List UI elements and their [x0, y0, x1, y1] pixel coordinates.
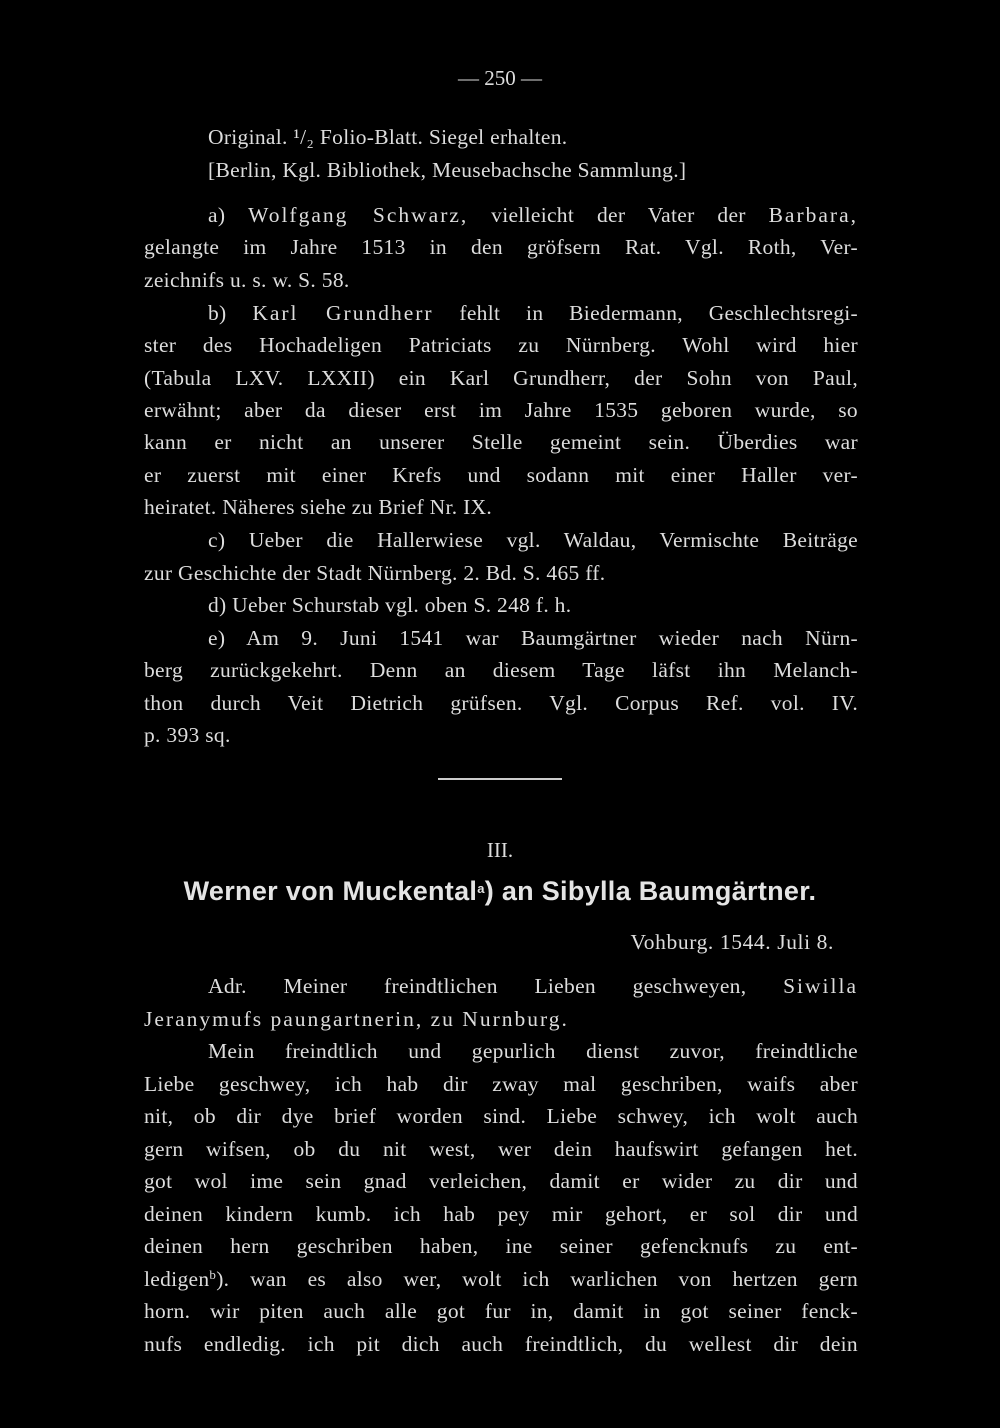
note-e-line: thon durch Veit Dietrich grüfsen. Vgl. Corpus Ref. vol. IV. — [144, 691, 858, 715]
note-b-name: Karl Grundherr — [252, 301, 434, 325]
note-b-text: fehlt in Biedermann, Geschlechtsregi- — [459, 301, 858, 325]
note-b-line: (Tabula LXV. LXXII) ein Karl Grundherr, der Sohn von Paul, — [144, 366, 858, 390]
letter-title-recipient: ) an Sibylla Baumgärtner. — [484, 876, 817, 906]
note-a-line: gelangte im Jahre 1513 in den gröfsern Rat. Vgl. Roth, Ver- — [144, 235, 858, 259]
note-a-line — [208, 202, 858, 228]
letter-title — [0, 876, 1000, 907]
page-number: — 250 — — [458, 66, 542, 90]
address-line — [208, 973, 858, 999]
letter-dateline: Vohburg. 1544. Juli 8. — [630, 930, 834, 954]
note-line: Original. ¹/₂ Folio-Blatt. Siegel erhalten. — [208, 125, 568, 149]
note-a-name: Wolfgang Schwarz, — [248, 203, 469, 227]
address-line: Jeranymufs paungartnerin, zu Nurnburg. — [144, 1007, 569, 1031]
body-line: nufs endledig. ich pit dich auch freindtlich, du wellest dir dein — [144, 1332, 858, 1356]
body-line: horn. wir piten auch alle got fur in, damit in got seiner fenck- — [144, 1299, 858, 1323]
body-line: got wol ime sein gnad verleichen, damit er wider zu dir und — [144, 1169, 858, 1193]
body-line — [144, 1266, 858, 1292]
note-b-line: erwähnt; aber da dieser erst im Jahre 1535 geboren wurde, so — [144, 398, 858, 422]
body-line: Liebe geschwey, ich hab dir zway mal geschriben, waifs aber — [144, 1072, 858, 1096]
note-a-name2: Barbara, — [768, 203, 859, 227]
footnote-ref-b: b — [209, 1267, 217, 1282]
note-e-line: p. 393 sq. — [144, 723, 231, 747]
address-text: Adr. Meiner freindtlichen Lieben geschweyen, — [208, 974, 747, 998]
body-text: ). wan es also wer, wolt ich warlichen von hertzen gern — [216, 1267, 858, 1291]
body-line: deinen kindern kumb. ich hab pey mir gehort, er sol dir und — [144, 1202, 858, 1226]
note-b-line — [208, 300, 858, 326]
body-line: gern wifsen, ob du nit west, wer dein haufswirt gefangen het. — [144, 1137, 858, 1161]
note-a-line: zeichnifs u. s. w. S. 58. — [144, 268, 350, 292]
note-e-line: berg zurückgekehrt. Denn an diesem Tage läfst ihn Melanch- — [144, 658, 858, 682]
note-b-line: ster des Hochadeligen Patriciats zu Nürnberg. Wohl wird hier — [144, 333, 858, 357]
note-e-line: e) Am 9. Juni 1541 war Baumgärtner wieder nach Nürn- — [208, 626, 858, 650]
note-b-line: heiratet. Näheres siehe zu Brief Nr. IX. — [144, 495, 493, 519]
note-b-line: kann er nicht an unserer Stelle gemeint sein. Überdies war — [144, 430, 858, 454]
body-line: Mein freindtlich und gepurlich dienst zuvor, freindtliche — [208, 1039, 858, 1063]
note-a-text: vielleicht der Vater der — [491, 203, 746, 227]
body-text: ledigen — [144, 1267, 210, 1291]
note-line: [Berlin, Kgl. Bibliothek, Meusebachsche Sammlung.] — [208, 158, 687, 182]
note-b-line: er zuerst mit einer Krefs und sodann mit einer Haller ver- — [144, 463, 858, 487]
note-a-label: a) — [208, 203, 226, 227]
section-divider — [438, 778, 562, 780]
note-b-label: b) — [208, 301, 227, 325]
note-c-line: zur Geschichte der Stadt Nürnberg. 2. Bd. S. 465 ff. — [144, 561, 606, 585]
footnote-ref-a: a — [477, 881, 485, 896]
note-c-line: c) Ueber die Hallerwiese vgl. Waldau, Vermischte Beiträge — [208, 528, 858, 552]
body-line: deinen hern geschriben haben, ine seiner gefencknufs zu ent- — [144, 1234, 858, 1258]
address-name: Siwilla — [783, 974, 858, 998]
note-d-line: d) Ueber Schurstab vgl. oben S. 248 f. h. — [208, 593, 572, 617]
letter-number: III. — [486, 838, 514, 862]
letter-title-sender: Werner von Muckental — [183, 876, 478, 906]
body-line: nit, ob dir dye brief worden sind. Liebe schwey, ich wolt auch — [144, 1104, 858, 1128]
